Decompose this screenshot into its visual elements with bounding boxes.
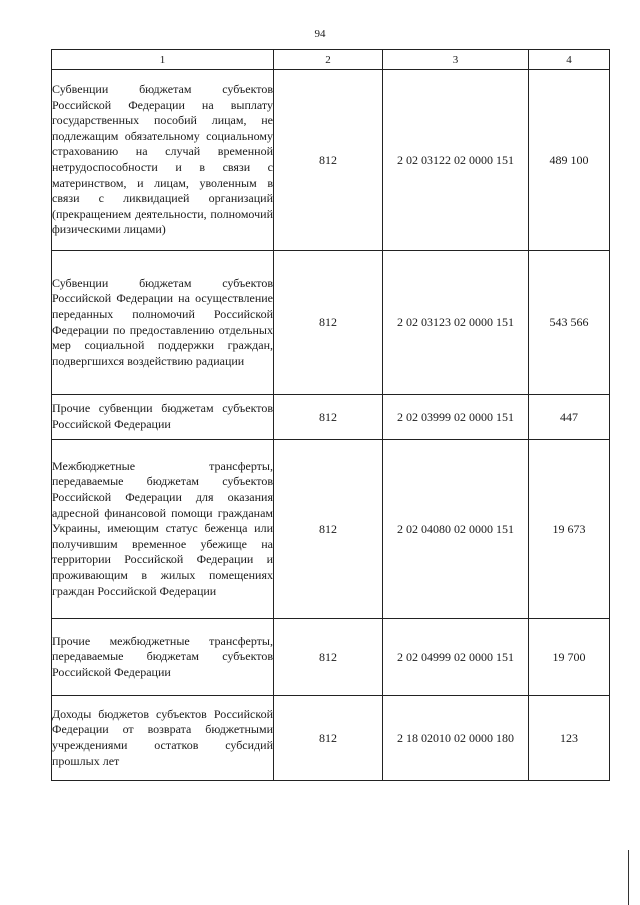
table-row xyxy=(52,395,610,440)
column-header-description: 1 xyxy=(52,50,274,70)
row-revenue-code: 2 02 03123 02 0000 151 xyxy=(383,251,529,395)
column-header-amount: 4 xyxy=(529,50,610,70)
table-row xyxy=(52,70,610,251)
row-amount: 447 xyxy=(529,395,610,440)
row-description: Межбюджетные трансферты, передаваемые бюджетам субъектов Российской Федерации для оказания адресной финансовой помощи гражданам Украины, имеющим статус беженца или получившим временное убежище на территории Российской Федерации и проживающим в жилых помещениях граждан Российской Федерации xyxy=(52,440,274,619)
table-header-row xyxy=(52,50,610,70)
scan-margin-line xyxy=(628,850,629,905)
row-admin-code: 812 xyxy=(274,440,383,619)
row-revenue-code: 2 02 04999 02 0000 151 xyxy=(383,619,529,696)
row-admin-code: 812 xyxy=(274,619,383,696)
column-header-admin-code: 2 xyxy=(274,50,383,70)
row-description: Прочие субвенции бюджетам субъектов Российской Федерации xyxy=(52,395,274,440)
table-row xyxy=(52,696,610,781)
row-description: Доходы бюджетов субъектов Российской Федерации от возврата бюджетными учреждениями остатков субсидий прошлых лет xyxy=(52,696,274,781)
row-admin-code: 812 xyxy=(274,696,383,781)
row-description: Субвенции бюджетам субъектов Российской Федерации на осуществление переданных полномочий Российской Федерации по предоставлению отдельных мер социальной поддержки граждан, подвергшихся воздействию радиации xyxy=(52,251,274,395)
row-amount: 19 700 xyxy=(529,619,610,696)
row-amount: 543 566 xyxy=(529,251,610,395)
budget-revenue-table xyxy=(51,49,610,781)
table-row xyxy=(52,440,610,619)
table-row xyxy=(52,251,610,395)
column-header-revenue-code: 3 xyxy=(383,50,529,70)
row-amount: 489 100 xyxy=(529,70,610,251)
row-admin-code: 812 xyxy=(274,251,383,395)
row-revenue-code: 2 02 03122 02 0000 151 xyxy=(383,70,529,251)
row-revenue-code: 2 18 02010 02 0000 180 xyxy=(383,696,529,781)
row-amount: 19 673 xyxy=(529,440,610,619)
row-revenue-code: 2 02 03999 02 0000 151 xyxy=(383,395,529,440)
row-admin-code: 812 xyxy=(274,395,383,440)
row-revenue-code: 2 02 04080 02 0000 151 xyxy=(383,440,529,619)
row-description: Субвенции бюджетам субъектов Российской Федерации на выплату государственных пособий лицам, не подлежащим обязательному социальному страхованию на случай временной нетрудоспособности и в связи с материнством, и лицам, уволенным в связи с ликвидацией организаций (прекращением деятельности, полномочий физическими лицами) xyxy=(52,70,274,251)
row-amount: 123 xyxy=(529,696,610,781)
page-number: 94 xyxy=(314,28,326,40)
table-row xyxy=(52,619,610,696)
row-admin-code: 812 xyxy=(274,70,383,251)
row-description: Прочие межбюджетные трансферты, передаваемые бюджетам субъектов Российской Федерации xyxy=(52,619,274,696)
